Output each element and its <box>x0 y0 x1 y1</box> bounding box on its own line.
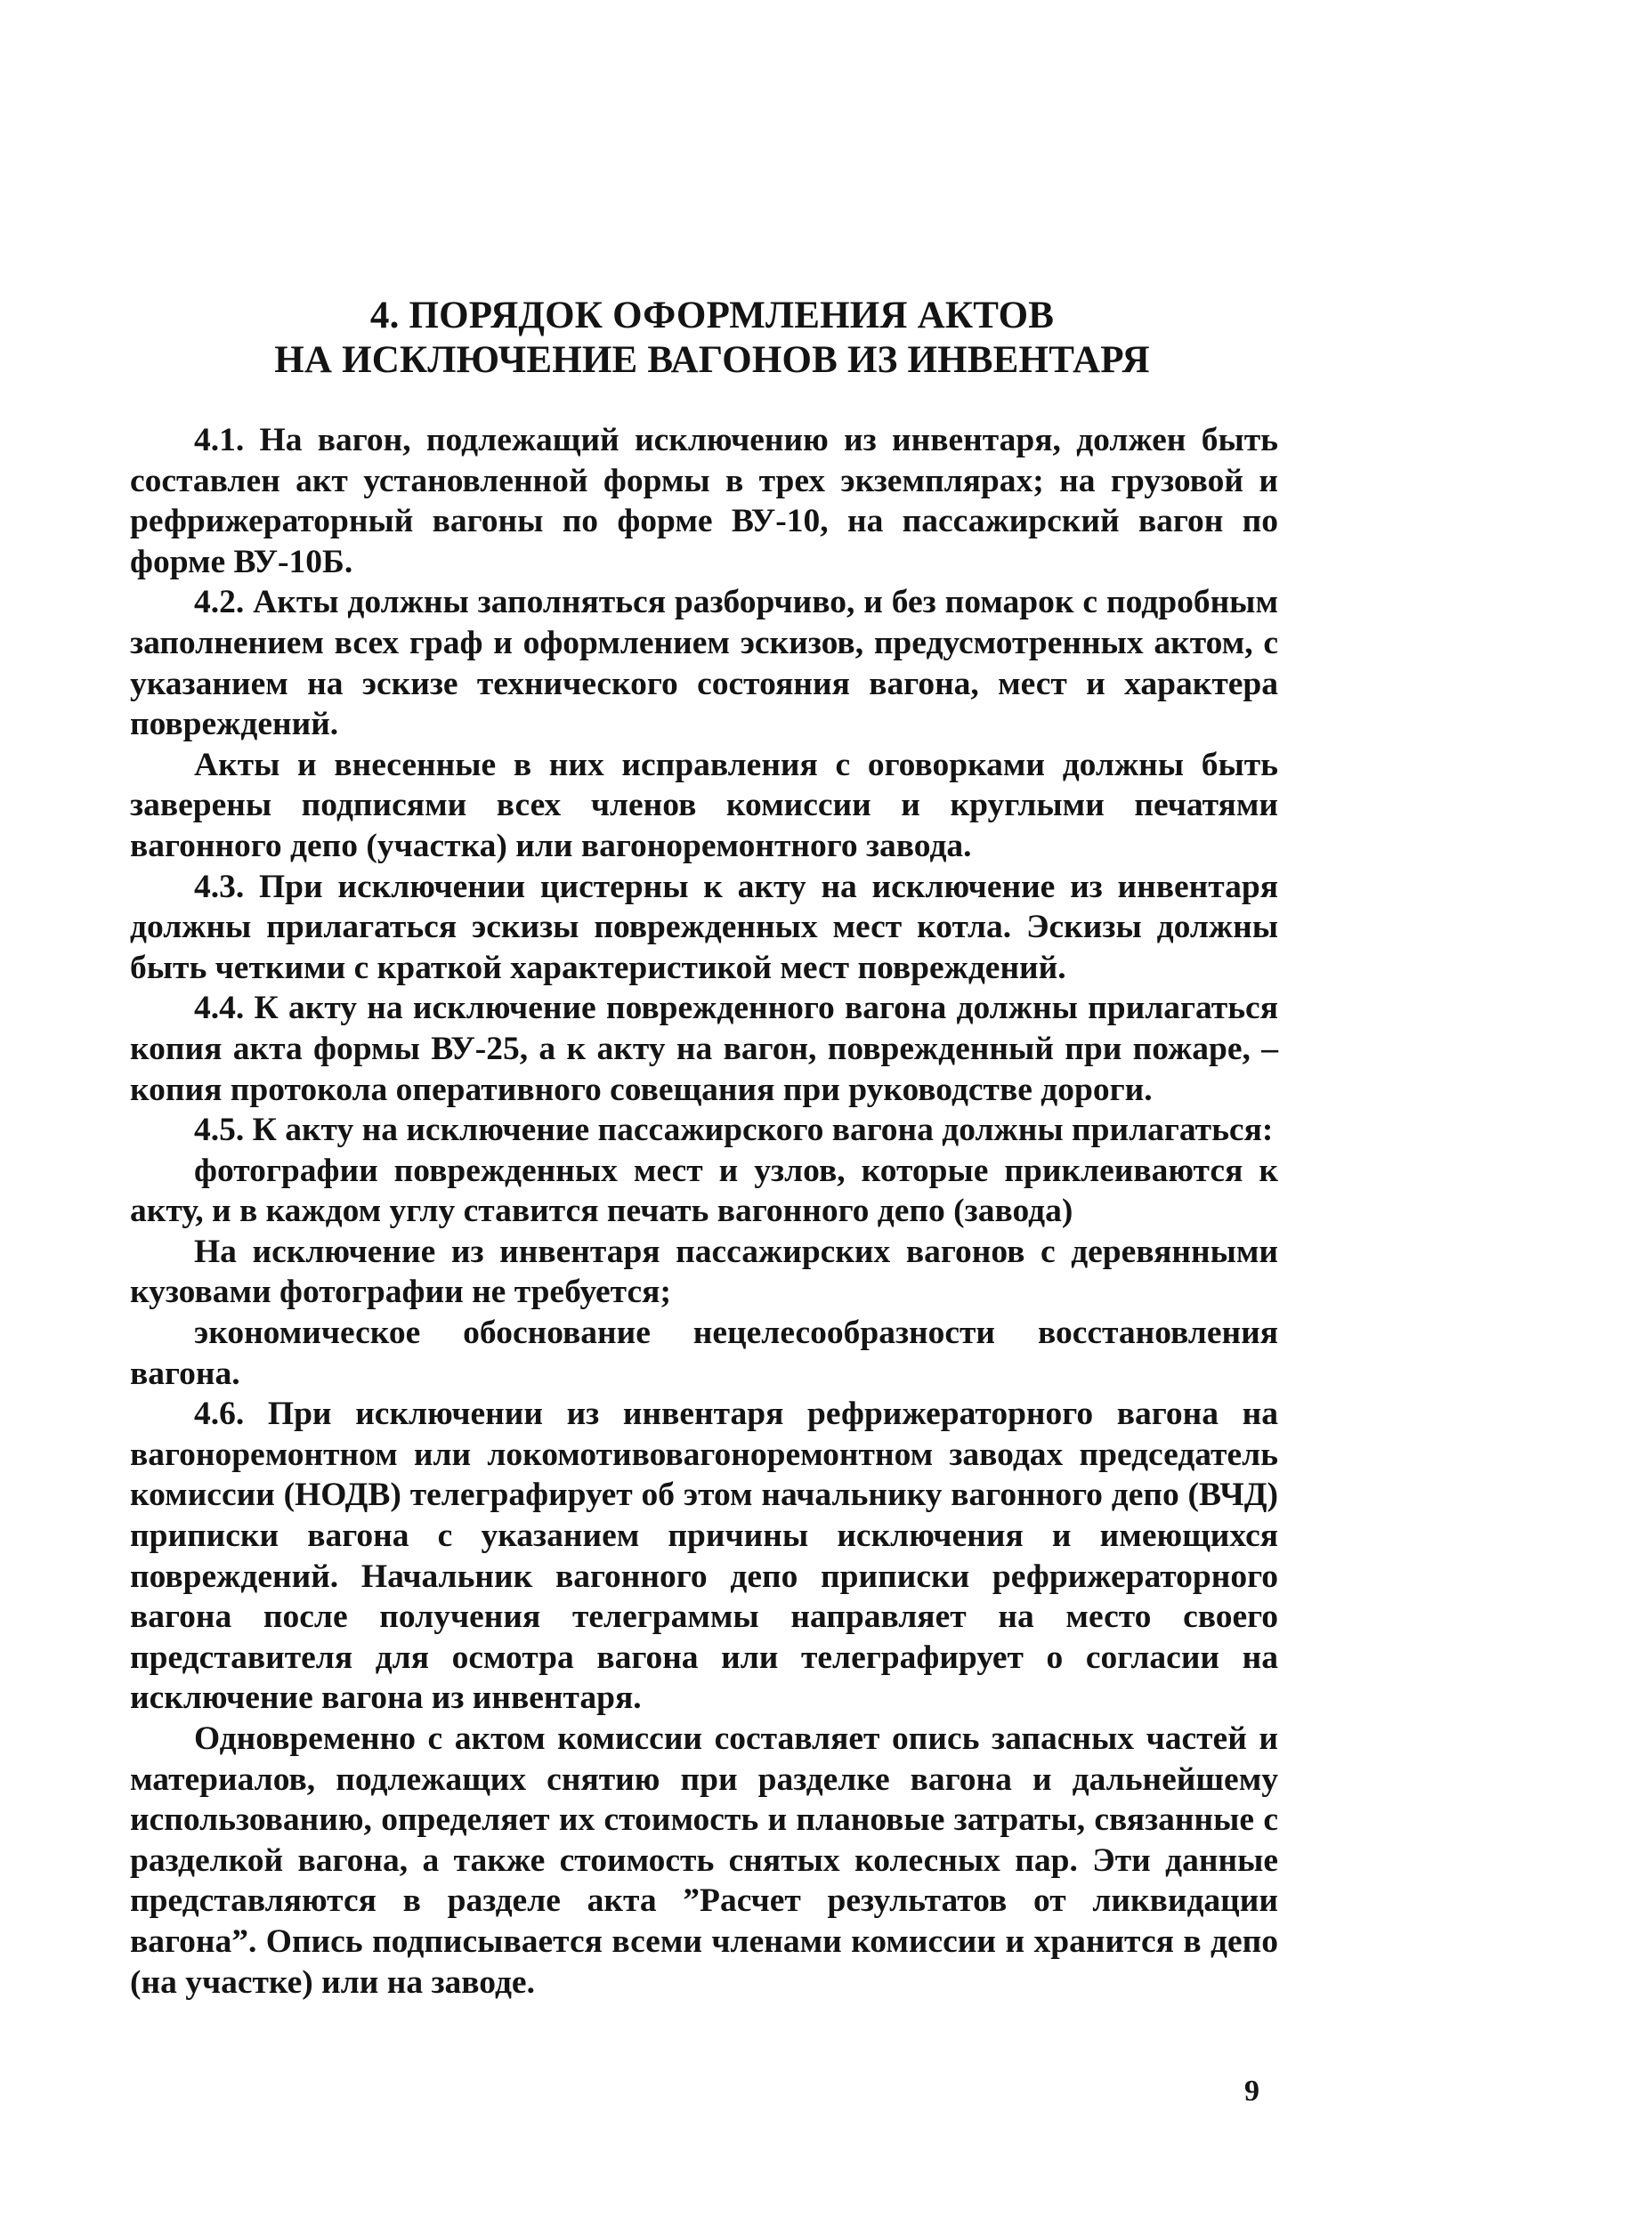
paragraph-wooden-bodies: На исключение из инвентаря пассажирских вагонов с деревянными кузовами фотографии не требуется; <box>130 1233 1278 1311</box>
paragraph-acts-certification: Акты и внесенные в них исправления с оговорками должны быть заверены подписями всех членов комиссии и круглыми печатями вагонного депо (участка) или вагоноремонтного завода. <box>130 746 1278 864</box>
paragraph-4-1: 4.1. На вагон, подлежащий исключению из инвентаря, должен быть составлен акт установленной формы в трех экземплярах; на грузовой и рефрижераторный вагоны по форме ВУ-10, на пассажирский вагон по форме ВУ-10Б. <box>130 422 1278 580</box>
section-heading <box>0 294 1424 383</box>
section-heading-line-2: НА ИСКЛЮЧЕНИЕ ВАГОНОВ ИЗ ИНВЕНТАРЯ <box>274 339 1150 381</box>
paragraph-4-5: 4.5. К акту на исключение пассажирского вагона должны прилагаться: <box>194 1112 1274 1149</box>
section-body <box>130 420 1278 2003</box>
paragraph-inventory-list: Одновременно с актом комиссии составляет опись запасных частей и материалов, подлежащих снятию при разделке вагона и дальнейшему использованию, определяет их стоимость и плановые затраты, связанные с разделкой вагона, а также стоимость снятых колесных пар. Эти данные представляются в разделе акта ”Расчет результатов от ликвидации вагона”. Опись подписывается всеми членами комиссии и хранится в депо (на участке) или на заводе. <box>130 1720 1278 2001</box>
page-number: 9 <box>1244 2075 1259 2108</box>
section-heading-line-1: 4. ПОРЯДОК ОФОРМЛЕНИЯ АКТОВ <box>369 295 1055 336</box>
paragraph-4-4: 4.4. К акту на исключение поврежденного вагона должны прилагаться копия акта формы ВУ-25, а к акту на вагон, поврежденный при пожаре, – копия протокола оперативного совещания при руководстве дороги. <box>130 990 1278 1108</box>
paragraph-economic-justification: экономическое обоснование нецелесообразности восстановления вагона. <box>130 1315 1278 1392</box>
paragraph-4-3: 4.3. При исключении цистерны к акту на исключение из инвентаря должны прилагаться эскизы поврежденных мест котла. Эскизы должны быть четкими с краткой характеристикой мест повреждений. <box>130 868 1278 986</box>
paragraph-4-2: 4.2. Акты должны заполняться разборчиво, и без помарок с подробным заполнением всех граф и оформлением эскизов, предусмотренных актом, с указанием на эскизе технического состояния вагона, мест и характера повреждений. <box>130 584 1278 743</box>
paragraph-4-6: 4.6. При исключении из инвентаря рефрижераторного вагона на вагоноремонтном или локомотивовагоноремонтном заводах председатель комиссии (НОДВ) телеграфирует об этом начальнику вагонного депо (ВЧД) приписки вагона с указанием причины исключения и имеющихся повреждений. Начальник вагонного депо приписки рефрижераторного вагона после получения телеграммы направляет на место своего представителя для осмотра вагона или телеграфирует о согласии на исключение вагона из инвентаря. <box>130 1396 1278 1717</box>
paragraph-photographs: фотографии поврежденных мест и узлов, которые приклеиваются к акту, и в каждом углу ставится печать вагонного депо (завода) <box>130 1152 1278 1230</box>
